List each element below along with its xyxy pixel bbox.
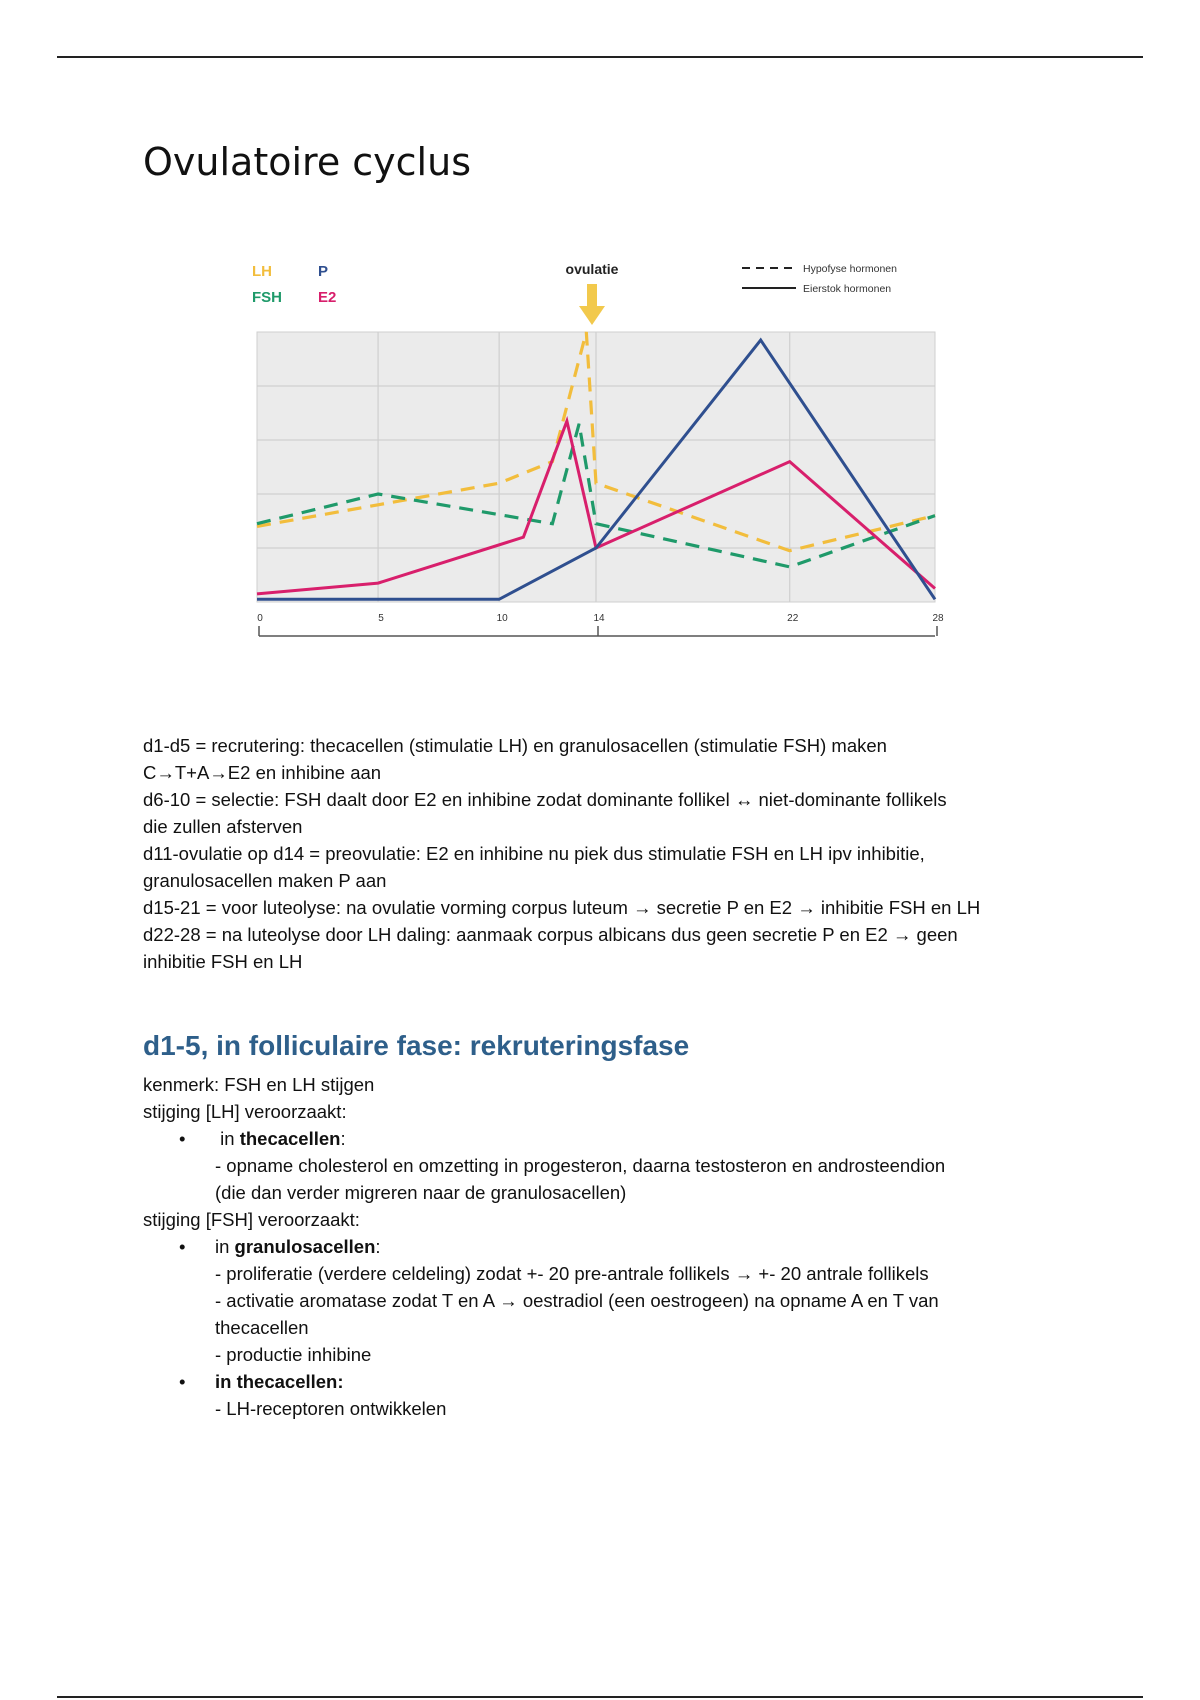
legend-hormone-label: LH [252, 263, 272, 280]
legend-hormone-label: FSH [252, 289, 282, 306]
chart-svg [240, 240, 970, 660]
chart-axis [257, 613, 944, 636]
x-tick-label: 14 [593, 613, 605, 624]
summary-line: granulosacellen maken P aan [143, 870, 387, 891]
fsh-intro: stijging [FSH] veroorzaakt: [143, 1209, 360, 1230]
sub-line: thecacellen [215, 1317, 309, 1338]
bullet-dot: • [179, 1371, 186, 1392]
ovulatie-arrow-shaft [587, 284, 597, 308]
sub-line: - activatie aromatase zodat T en A → oestradiol (een oestrogeen) na opname A en T van [215, 1290, 939, 1311]
ovulatie-label: ovulatie [565, 261, 619, 277]
lh-intro: stijging [LH] veroorzaakt: [143, 1101, 347, 1122]
bullet-suffix: : [340, 1128, 346, 1149]
bullet-bold: granulosacellen [234, 1236, 376, 1257]
chart-annotation [566, 261, 619, 325]
summary-line: d11-ovulatie op d14 = preovulatie: E2 en inhibine nu piek dus stimulatie FSH en LH ipv inhibitie, [143, 843, 925, 864]
bullet-prefix: in [215, 1236, 235, 1257]
summary-line: d15-21 = voor luteolyse: na ovulatie vorming corpus luteum → secretie P en E2 → inhibitie FSH en LH [143, 897, 981, 918]
legend-hormone-label: E2 [318, 289, 337, 306]
bullet-thecacellen-receptors [143, 1368, 1083, 1395]
summary-line: d22-28 = na luteolyse door LH daling: aanmaak corpus albicans dus geen secretie P en E2 → geen [143, 924, 958, 945]
x-tick-label: 10 [496, 613, 508, 624]
ovulatie-arrow-head [579, 306, 605, 325]
chart-grid [257, 332, 935, 602]
legend-style-label: Hypofyse hormonen [803, 263, 897, 275]
summary-line: die zullen afsterven [143, 816, 303, 837]
summary-line: d6-10 = selectie: FSH daalt door E2 en inhibine zodat dominante follikel ↔ niet-dominante follikels [143, 789, 947, 810]
hormone-chart [240, 240, 970, 660]
bullet-dot: • [179, 1128, 186, 1149]
bullet-prefix: in [215, 1128, 240, 1149]
sub-line: - proliferatie (verdere celdeling) zodat +- 20 pre-antrale follikels → +- 20 antrale follikels [215, 1263, 929, 1284]
section-heading: d1-5, in folliculaire fase: rekruteringsfase [143, 1030, 690, 1061]
sub-line: (die dan verder migreren naar de granulosacellen) [215, 1182, 627, 1203]
kenmerk-line: kenmerk: FSH en LH stijgen [143, 1074, 375, 1095]
bullet-granulosacellen [143, 1233, 1083, 1260]
bullet-thecacellen-lh [143, 1125, 1083, 1152]
bullet-suffix: : [375, 1236, 381, 1257]
sub-line: - LH-receptoren ontwikkelen [215, 1398, 447, 1419]
bullet-bold: in thecacellen: [215, 1371, 344, 1392]
section-body [143, 1071, 1083, 1422]
summary-line: inhibitie FSH en LH [143, 951, 303, 972]
legend-hormone-label: P [318, 263, 329, 280]
summary-block [143, 732, 1083, 975]
x-tick-label: 0 [257, 613, 263, 624]
bullet-dot: • [179, 1236, 186, 1257]
x-tick-label: 22 [787, 613, 799, 624]
bottom-rule [57, 1696, 1143, 1698]
x-tick-label: 5 [378, 613, 384, 624]
x-tick-label: 28 [932, 613, 944, 624]
page-title: Ovulatoire cyclus [143, 140, 471, 184]
top-rule [57, 56, 1143, 58]
bullet-bold: thecacellen [239, 1128, 341, 1149]
sub-line: - opname cholesterol en omzetting in progesteron, daarna testosteron en androsteendion [215, 1155, 946, 1176]
summary-line: C→T+A→E2 en inhibine aan [143, 762, 382, 783]
legend-style-label: Eierstok hormonen [803, 283, 892, 295]
sub-line: - productie inhibine [215, 1344, 372, 1365]
summary-line: d1-d5 = recrutering: thecacellen (stimulatie LH) en granulosacellen (stimulatie FSH) maken [143, 735, 887, 756]
